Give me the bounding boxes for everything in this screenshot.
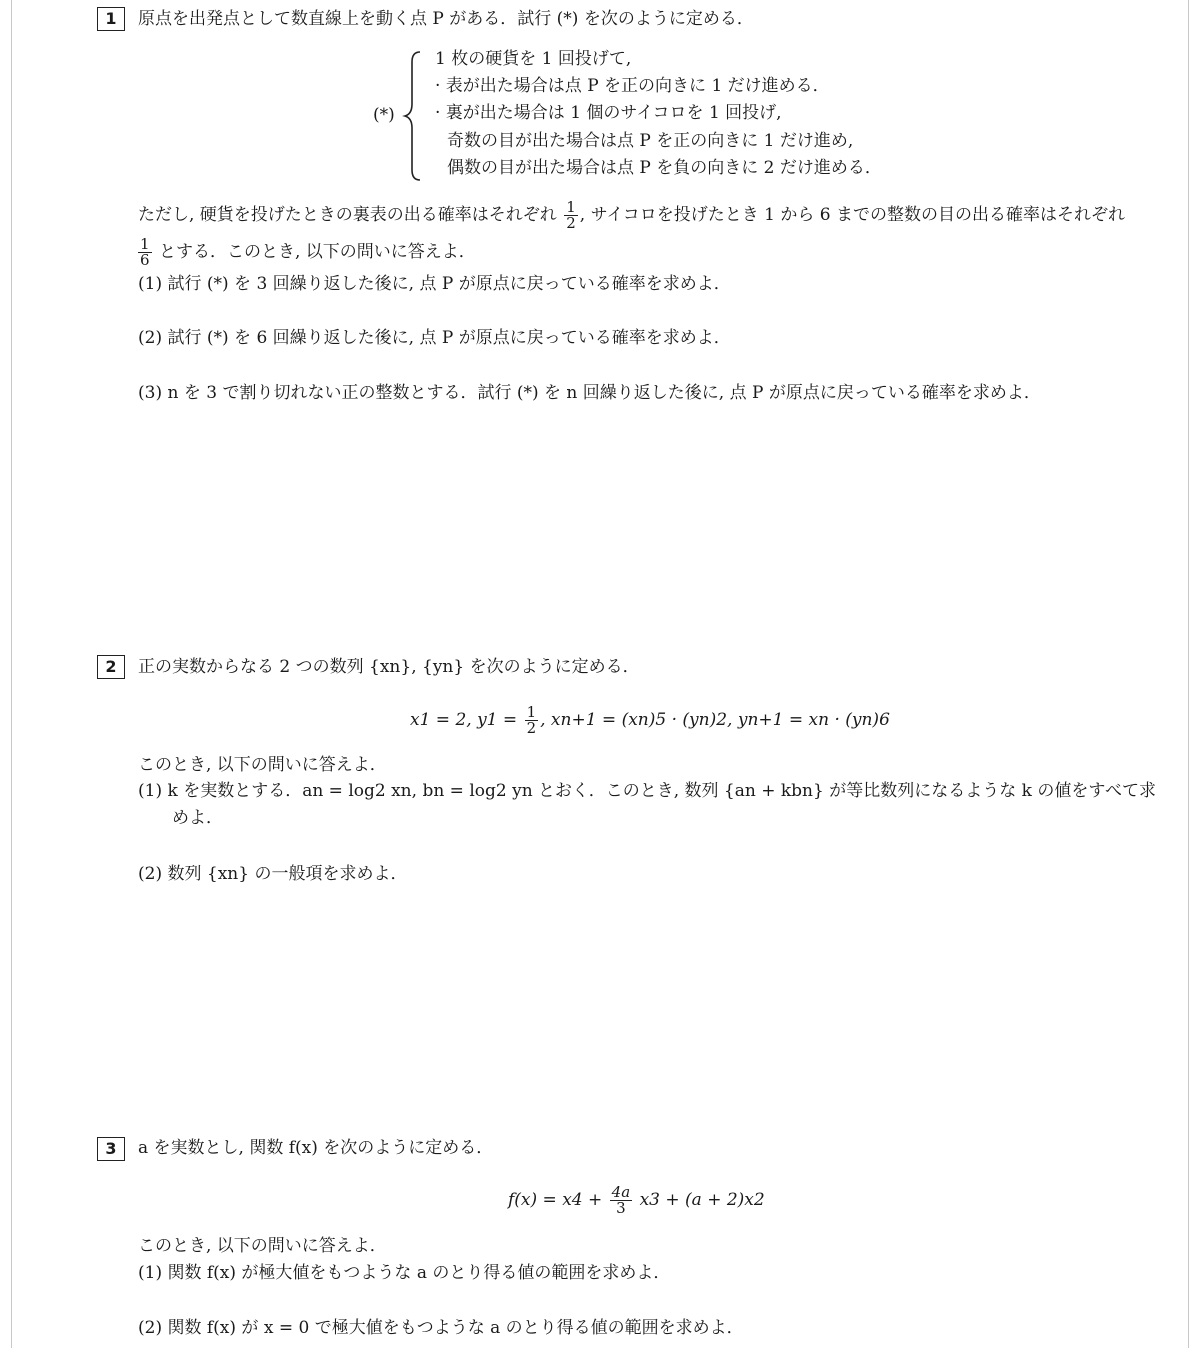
problem-2-question-1-cont: めよ． (172, 808, 223, 828)
rule-line-3: · 裏が出た場合は 1 個のサイコロを 1 回投げ, (435, 103, 782, 123)
problem-1-number: 1 (97, 7, 125, 31)
problem-1-question-3: (3) n を 3 で割り切れない正の整数とする．試行 (*) を n 回繰り返した後に, 点 P が原点に戻っている確率を求めよ． (138, 383, 1041, 403)
formula-fraction-4a-over-3 (610, 1185, 633, 1216)
problem-3-intro: a を実数とし, 関数 f(x) を次のように定める． (138, 1138, 494, 1158)
formula-fraction-one-half (525, 705, 539, 736)
problem-1-question-2: (2) 試行 (*) を 6 回繰り返した後に, 点 P が原点に戻っている確率を求めよ． (138, 328, 731, 348)
problem-3-question-1: (1) 関数 f(x) が極大値をもつような a のとり得る値の範囲を求めよ． (138, 1263, 671, 1283)
problem-3-question-2: (2) 関数 f(x) が x = 0 で極大値をもつような a のとり得る値の範囲を求めよ． (138, 1318, 744, 1338)
fraction-numerator: 1 (526, 703, 537, 721)
condition-text-c: とする．このとき, 以下の問いに答えよ． (158, 242, 476, 262)
fraction-denominator: 6 (140, 251, 150, 269)
fraction-one-sixth (138, 237, 152, 268)
fraction-denominator: 2 (566, 214, 576, 232)
problem-2-intro: 正の実数からなる 2 つの数列 {xn}, {yn} を次のように定める． (138, 657, 640, 677)
fraction-denominator: 3 (616, 1199, 626, 1217)
page-border-left (11, 0, 12, 1348)
page-border-right (1188, 0, 1189, 1348)
problem-1-intro: 原点を出発点として数直線上を動く点 P がある．試行 (*) を次のように定める． (138, 9, 754, 29)
probability-condition-line-2 (138, 234, 476, 270)
formula-part-a: x1 = 2, y1 = (410, 710, 518, 730)
rule-line-2: · 表が出た場合は点 P を正の向きに 1 だけ進める． (435, 76, 830, 96)
condition-text-b: , サイコロを投げたとき 1 から 6 までの整数の目の出る確率はそれぞれ (579, 205, 1125, 225)
formula-part-b: , xn+1 = (xn)5 · (yn)2, yn+1 = xn · (yn)6 (540, 710, 890, 730)
condition-text-a: ただし, 硬貨を投げたときの裏表の出る確率はそれぞれ (138, 205, 557, 225)
problem-2-number: 2 (97, 655, 125, 679)
rule-line-4: 奇数の目が出た場合は点 P を正の向きに 1 だけ進め, (447, 131, 854, 151)
fraction-one-half (564, 200, 578, 231)
fraction-numerator: 1 (566, 198, 576, 216)
probability-condition-line (138, 194, 1125, 236)
rule-line-5: 偶数の目が出た場合は点 P を負の向きに 2 だけ進める． (447, 158, 882, 178)
problem-1-question-1: (1) 試行 (*) を 3 回繰り返した後に, 点 P が原点に戻っている確率を求めよ． (138, 274, 731, 294)
sequence-definition-formula (410, 698, 890, 742)
formula-part-a: f(x) = x4 + (508, 1190, 603, 1210)
rule-line-1: 1 枚の硬貨を 1 回投げて, (435, 49, 632, 69)
formula-part-b: x3 + (a + 2)x2 (639, 1190, 765, 1210)
problem-3-number: 3 (97, 1137, 125, 1161)
left-brace-icon (402, 50, 424, 182)
fraction-numerator: 4a (611, 1183, 631, 1201)
trial-star-label: (*) (373, 105, 395, 125)
fraction-numerator: 1 (140, 235, 150, 253)
fraction-denominator: 2 (526, 719, 537, 737)
problem-2-lead: このとき, 以下の問いに答えよ． (138, 755, 387, 775)
function-definition-formula (508, 1178, 765, 1222)
problem-3-lead: このとき, 以下の問いに答えよ． (138, 1236, 387, 1256)
problem-2-question-1: (1) k を実数とする．an = log2 xn, bn = log2 yn とおく．このとき, 数列 {an + kbn} が等比数列になるような k の値をすべて求 (138, 781, 1156, 801)
problem-2-question-2: (2) 数列 {xn} の一般項を求めよ． (138, 864, 408, 884)
